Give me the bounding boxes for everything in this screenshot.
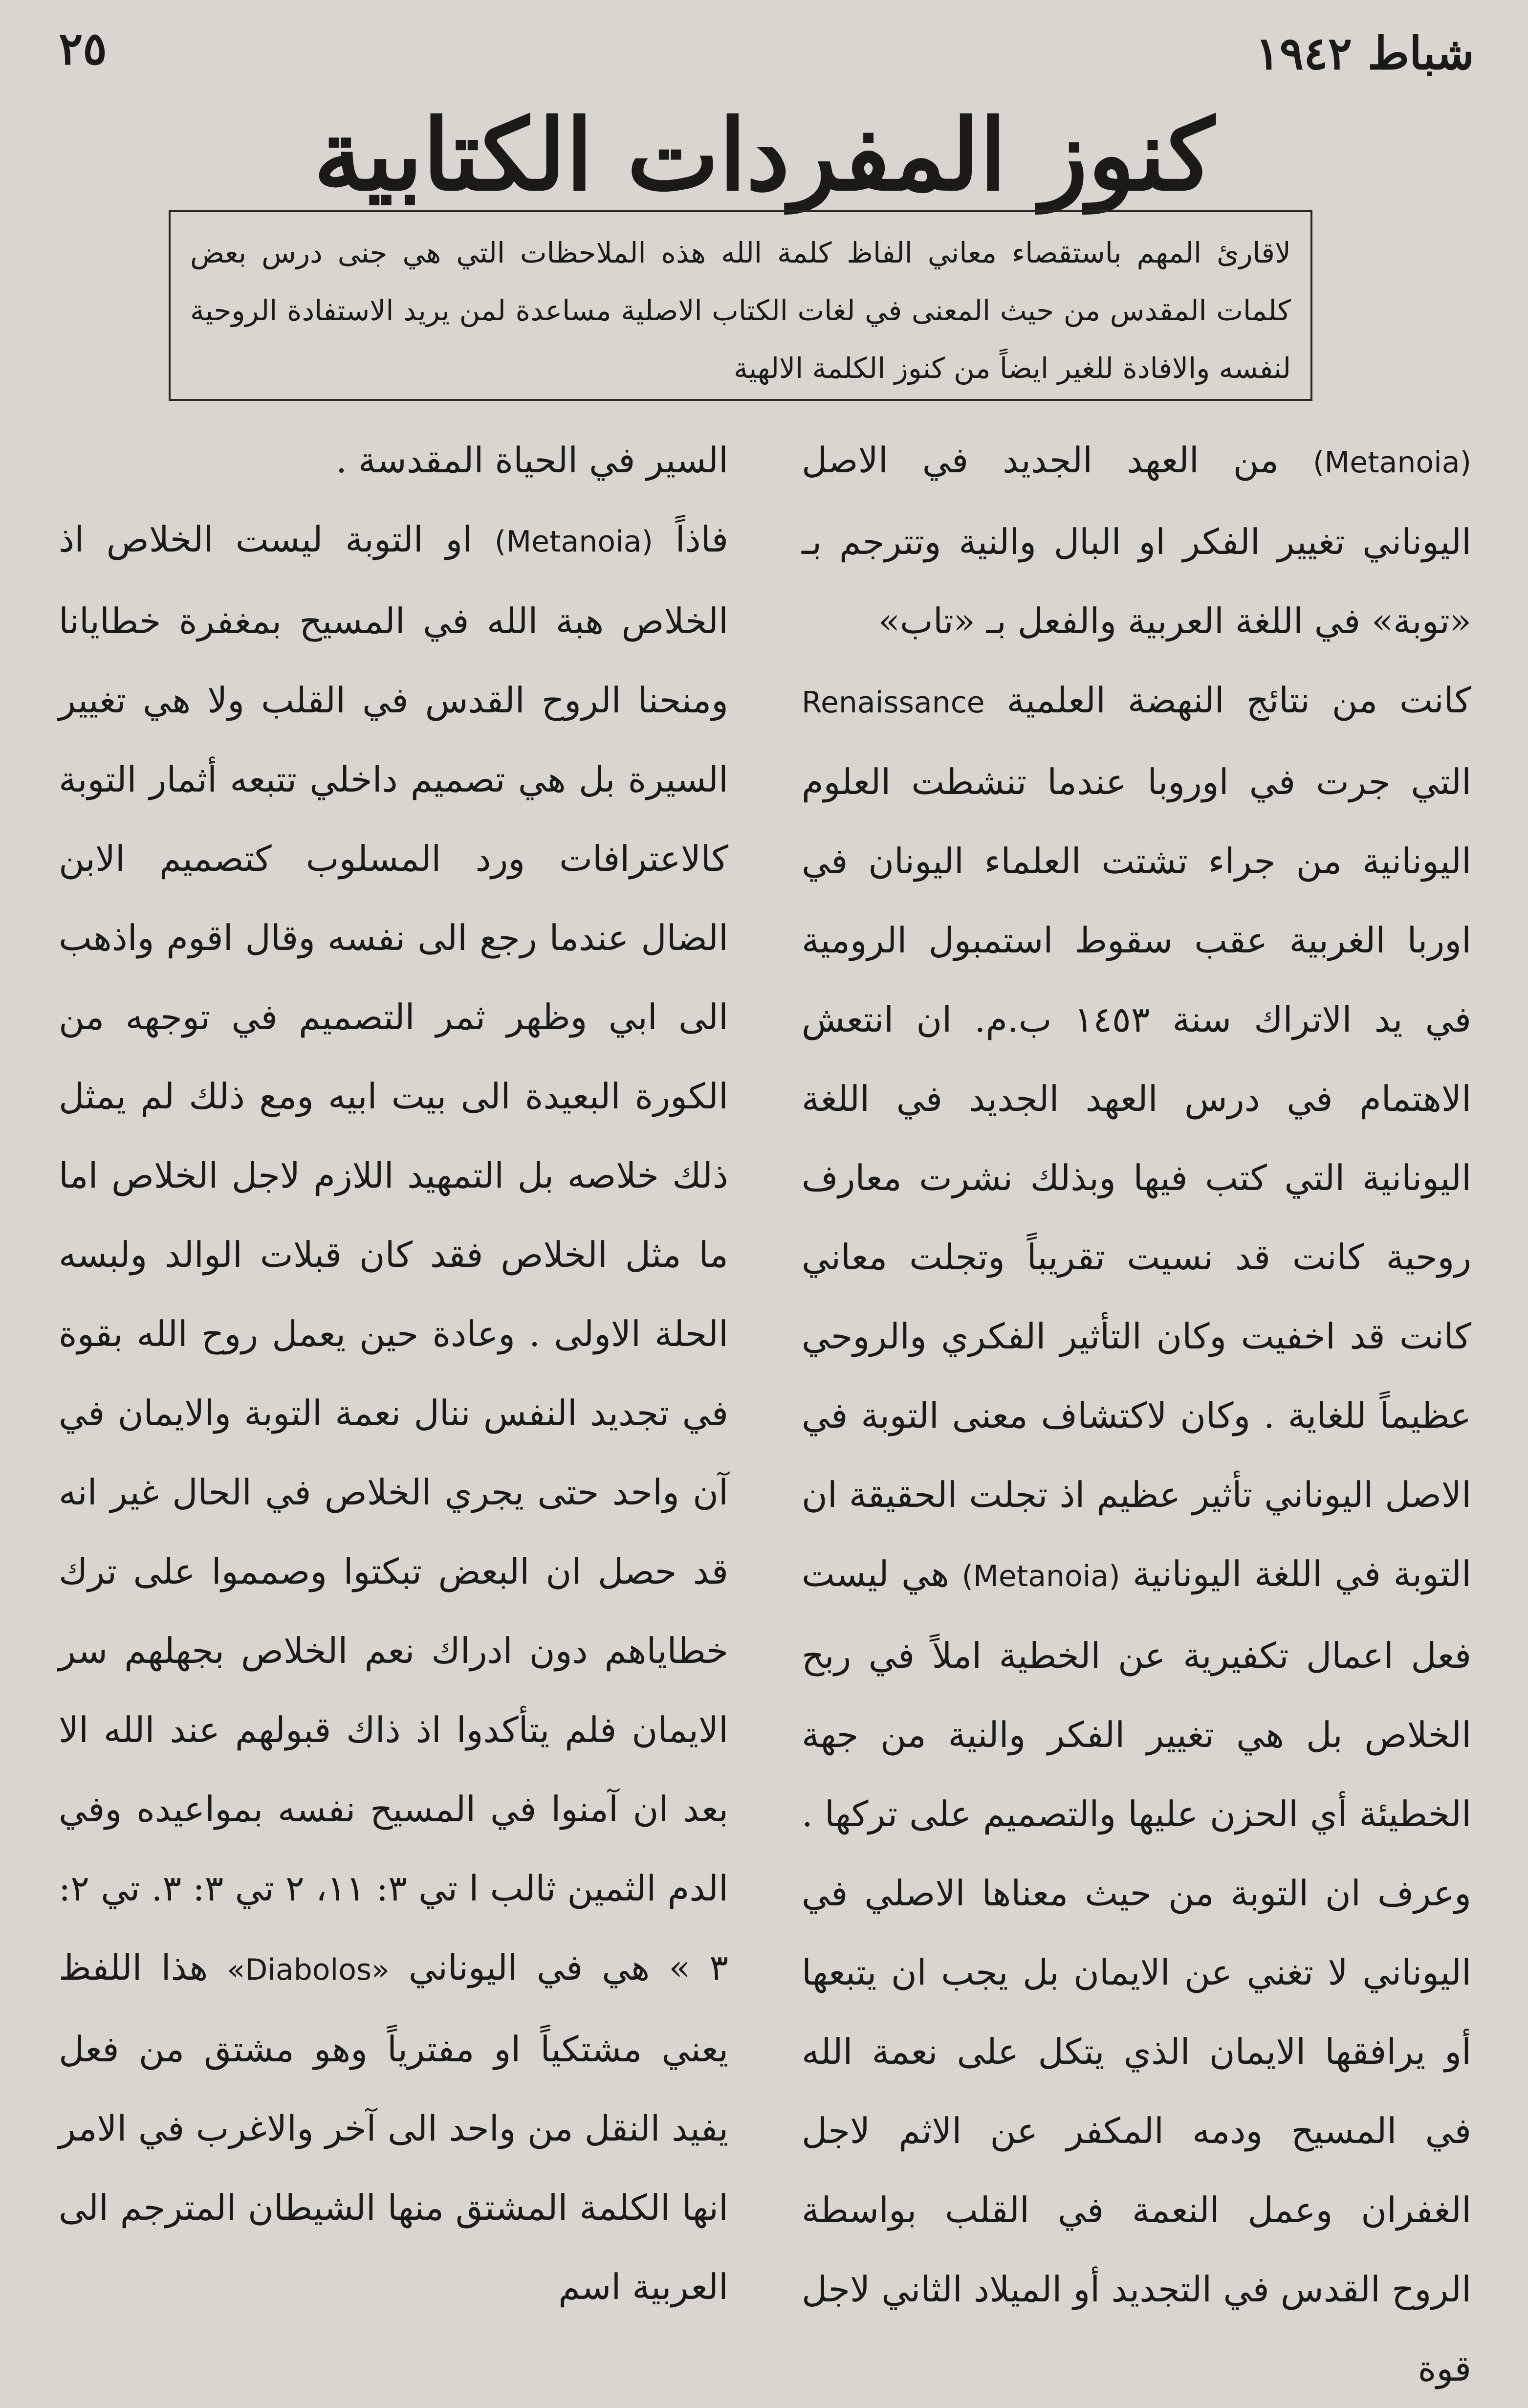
paragraph-text: فاذاً (675, 519, 729, 560)
latin-term: (Metanoia) (1313, 445, 1472, 480)
paragraph-text: كانت من نتائج النهضة العلمية (1006, 680, 1472, 721)
paragraph (59, 500, 728, 2326)
paragraph-text: التي جرت في اوروبا عندما تنشطت العلوم اليونانية من جراء تشتت العلماء اليونان في اوربا الغربية عقب سقوط استمبول الرومية في يد الاتراك سنة ١٤٥٣ ب.م. ان انتعش الاهتمام في درس العهد الجديد في اللغة اليونانية التي كتب فيها وبذلك نشرت معارف روحية كانت قد نسيت تقريباً وتجلت معاني كانت قد اخفيت وكان التأثير الفكري والروحي عظيماً للغاية . وكان لاكتشاف معنى التوبة في الاصل اليوناني تأثير عظيم اذ تجلت الحقيقة ان التوبة في اللغة اليونانية (802, 761, 1471, 1594)
latin-term: (Metanoia) (494, 525, 653, 559)
paragraph-text: او التوبة ليست الخلاص اذ الخلاص هبة الله في المسيح بمغفرة خطايانا ومنحنا الروح القدس في القلب ولا هي تغيير السيرة بل هي تصميم داخلي تتبعه أثمار التوبة كالاعترافات ورد المسلوب كتصميم الابن الضال عندما رجع الى نفسه وقال اقوم واذهب الى ابي وظهر ثمر التصميم في توجهه من الكورة البعيدة الى بيت ابيه ومع ذلك لم يمثل ذلك خلاصه بل التمهيد اللازم لاجل الخلاص اما ما مثل الخلاص فقد كان قبلات الوالد ولبسه الحلة الاولى . وعادة حين يعمل روح الله بقوة في تجديد النفس ننال نعمة التوبة والايمان في آن واحد حتى يجري الخلاص في الحال غير انه قد حصل ان البعض تبكتوا وصمموا على ترك خطاياهم دون ادراك نعم الخلاص بجهلهم سر الايمان فلم يتأكدوا اذ ذاك قبولهم عند الله الا بعد ان آمنوا في المسيح نفسه بمواعيده وفي الدم الثمين ثالب ا تي ٣: ١١، ٢ تي ٣: ٣. تي ٢: ٣ » هي في اليوناني (59, 519, 729, 1988)
left-column (59, 420, 729, 2307)
right-column (802, 420, 1472, 2389)
paragraph-text: هي ليست فعل اعمال تكفيرية عن الخطية املاً في ربح الخلاص بل هي تغيير الفكر والنية من جهة الخطيئة أي الحزن عليها والتصميم على تركها . وعرف ان التوبة من حيث معناها الاصلي في اليوناني لا تغني عن الايمان بل يجب ان يتبعها أو يرافقها الايمان الذي يتكل على نعمة الله في المسيح ودمه المكفر عن الاثم لاجل الغفران وعمل النعمة في القلب بواسطة الروح القدس في التجديد أو الميلاد الثاني لاجل قوة (802, 1553, 1471, 2389)
page-number: ٢٥ (59, 22, 107, 75)
paragraph (802, 661, 1471, 2408)
paragraph-text: هذا اللفظ يعني مشتكياً او مفترياً وهو مشتق من فعل يفيد النقل من واحد الى آخر والاغرب في الامر انها الكلمة المشتق منها الشيطان المترجم الى العربية اسم (59, 1947, 728, 2307)
intro-box: لاقارئ المهم باستقصاء معاني الفاظ كلمة الله هذه الملاحظات التي هي جنى درس بعض كلمات المقدس من حيث المعنى في لغات الكتاب الاصلية مساعدة لمن يريد الاستفادة الروحية لنفسه والافادة للغير ايضاً من كنوز الكلمة الالهية (169, 210, 1312, 401)
paragraph-text: من العهد الجديد في الاصل اليوناني تغيير الفكر او البال والنية وتترجم بـ «توبة» في اللغة العربية والفعل بـ «تاب» (802, 440, 1471, 641)
issue-date: شباط ١٩٤٢ (1255, 27, 1474, 80)
latin-term: Renaissance (802, 685, 985, 720)
paragraph (59, 420, 728, 500)
paragraph-text: السير في الحياة المقدسة . (335, 440, 728, 481)
article-title: كنوز المفردات الكتابية (313, 98, 1215, 213)
paragraph (802, 420, 1471, 661)
latin-term: «Diabolos» (227, 1953, 390, 1987)
latin-term: (Metanoia) (961, 1559, 1120, 1593)
